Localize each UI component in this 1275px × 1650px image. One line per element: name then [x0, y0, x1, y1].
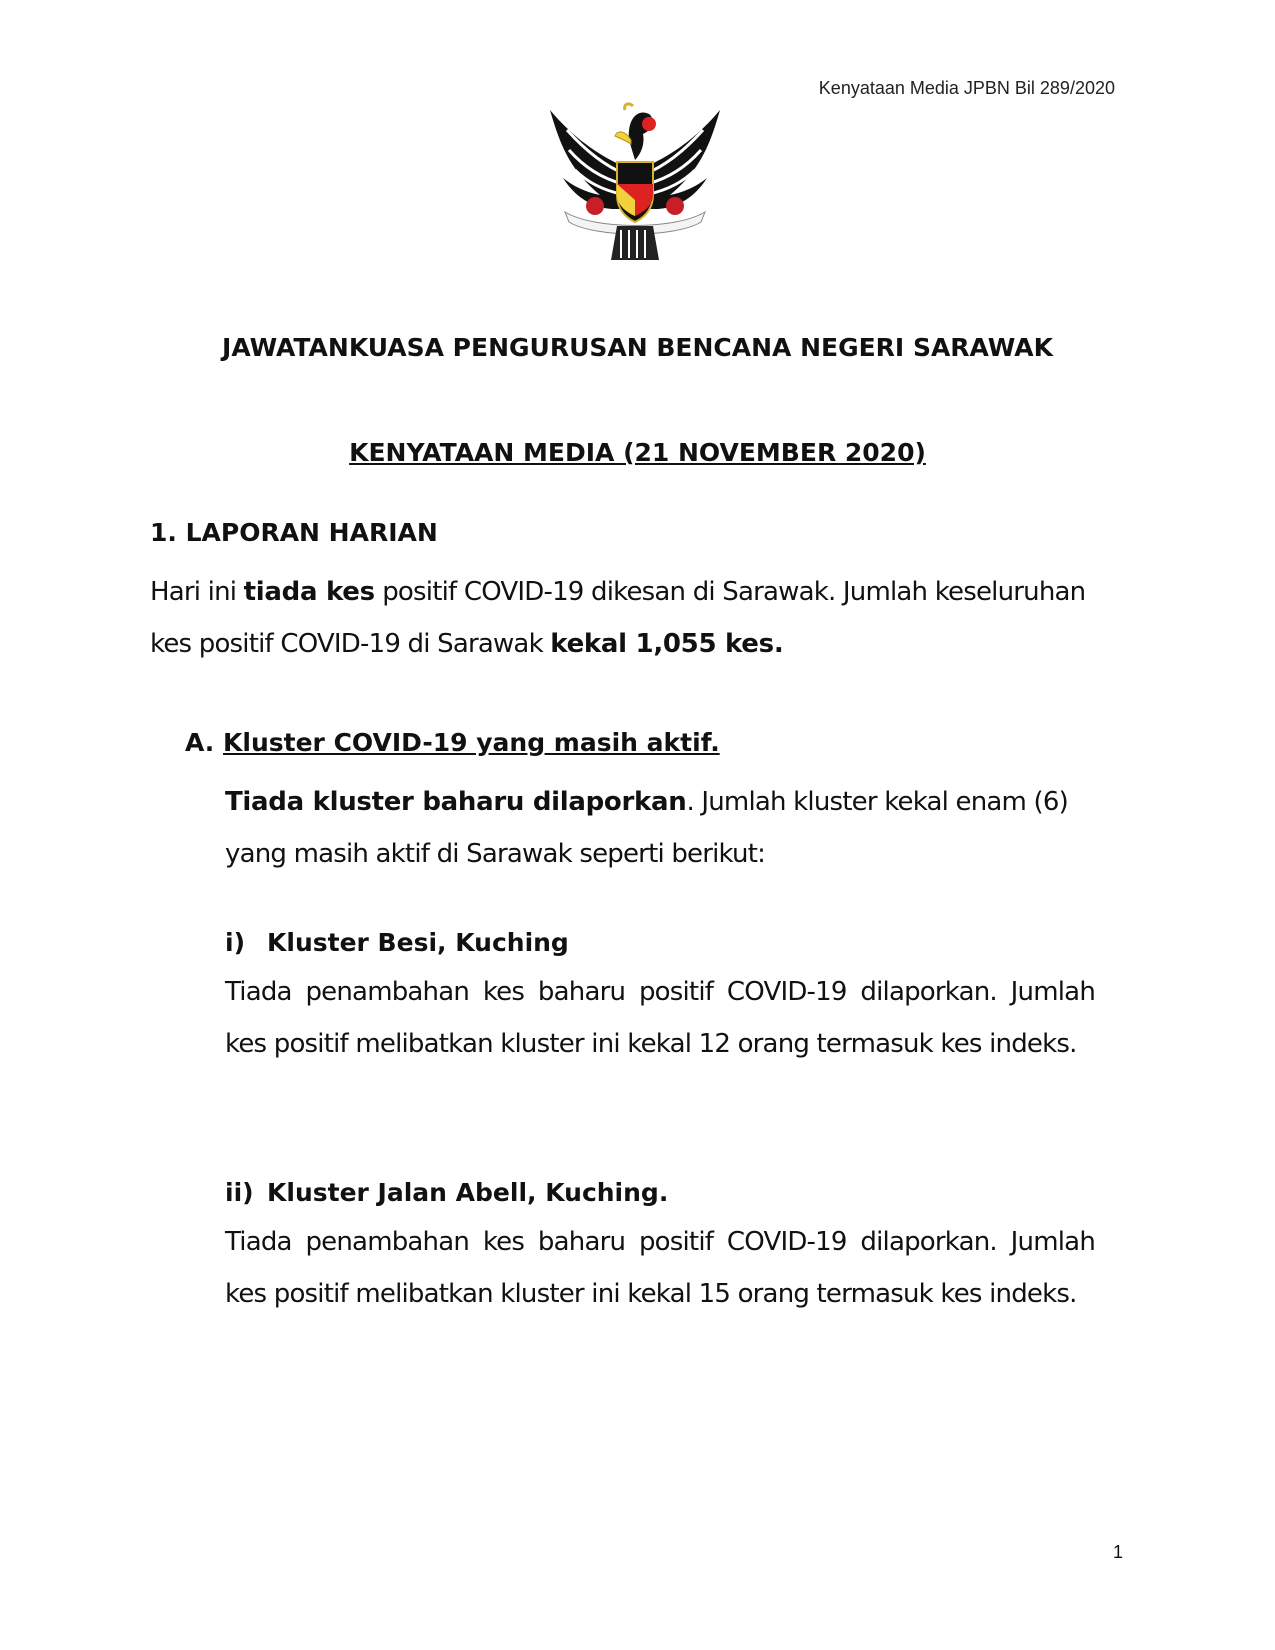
active-clusters-heading: A. Kluster COVID-19 yang masih aktif.: [185, 728, 720, 757]
cluster-heading-besi: i) Kluster Besi, Kuching: [225, 928, 569, 957]
page-title: JAWATANKUASA PENGURUSAN BENCANA NEGERI SARAWAK: [222, 333, 1053, 362]
daily-report-paragraph: Hari ini tiada kes positif COVID-19 dikesan di Sarawak. Jumlah keseluruhan kes positif COVID-19 di Sarawak kekal 1,055 kes.: [150, 577, 1086, 659]
document-reference: Kenyataan Media JPBN Bil 289/2020: [818, 78, 1115, 98]
cluster-heading-jalan-abell: ii) Kluster Jalan Abell, Kuching.: [225, 1178, 669, 1207]
active-clusters-paragraph: Tiada kluster baharu dilaporkan. Jumlah kluster kekal enam (6) yang masih aktif di Sarawak seperti berikut:: [225, 787, 1068, 869]
page-number: 1: [1112, 1542, 1123, 1562]
media-statement-date: KENYATAAN MEDIA (21 NOVEMBER 2020): [349, 438, 926, 467]
cluster-body-jalan-abell: Tiada penambahan kes baharu positif COVID-19 dilaporkan. Jumlah kes positif melibatkan kluster ini kekal 15 orang termasuk kes indeks.: [225, 1227, 1095, 1309]
cluster-body-besi: Tiada penambahan kes baharu positif COVID-19 dilaporkan. Jumlah kes positif melibatkan kluster ini kekal 12 orang termasuk kes indeks.: [225, 977, 1095, 1059]
section-heading-daily-report: 1. LAPORAN HARIAN: [150, 518, 438, 547]
sarawak-coat-of-arms-icon: [545, 100, 725, 270]
